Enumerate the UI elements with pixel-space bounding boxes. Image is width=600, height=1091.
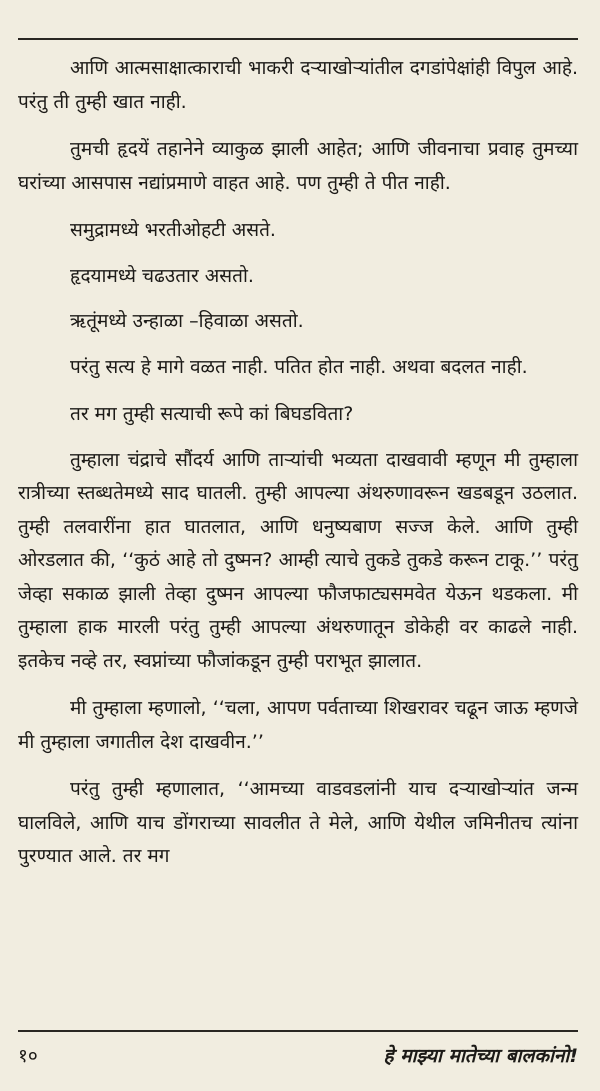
paragraph-2: तुमची हृदयें तहानेने व्याकुळ झाली आहेत; आणि जीवनाचा प्रवाह तुमच्या घरांच्या आसपास नद्यांप्रमाणे वाहत आहे. पण तुम्ही ते पीत नाही. (18, 138, 578, 194)
paragraph-4: हृदयामध्ये चढउतार असतो. (70, 264, 254, 287)
paragraph-1: आणि आत्मसाक्षात्काराची भाकरी दऱ्याखोऱ्यांतील दगडांपेक्षांही विपुल आहे. परंतु ती तुम्ही खात नाही. (18, 57, 578, 113)
bottom-rule (18, 1030, 578, 1032)
paragraph-6: परंतु सत्य हे मागे वळत नाही. पतित होत नाही. अथवा बदलत नाही. (70, 355, 528, 378)
page-footer (18, 1041, 578, 1071)
paragraph-8: तुम्हाला चंद्राचे सौंदर्य आणि ताऱ्यांची भव्यता दाखवावी म्हणून मी तुम्हाला रात्रीच्या स्तब्धतेमध्ये साद घातली. तुम्ही आपल्या अंथरुणावरून खडबडून उठलात. तुम्ही तलवारींना हात घातलात, आणि धनुष्यबाण सज्ज केले. आणि तुम्ही ओरडलात की, ‘‘कुठं आहे तो दुष्मन? आम्ही त्याचे तुकडे तुकडे करून टाकू.’’ परंतु जेव्हा सकाळ झाली तेव्हा दुष्मन आपल्या फौजफाट्यसमवेत येऊन थडकला. मी तुम्हाला हाक मारली परंतु तुम्ही आपल्या अंथरुणातून डोकेही वर काढले नाही. इतकेच नव्हे तर, स्वप्नांच्या फौजांकडून तुम्ही पराभूत झालात. (18, 448, 578, 672)
paragraph-7: तर मग तुम्ही सत्याची रूपे कां बिघडविता? (70, 403, 354, 425)
page-number: १० (18, 1045, 38, 1067)
top-rule (18, 38, 578, 40)
paragraph-10: परंतु तुम्ही म्हणालात, ‘‘आमच्या वाडवडलांनी याच दऱ्याखोऱ्यांत जन्म घालविले, आणि याच डोंगराच्या सावलीत ते मेले, आणि येथील जमिनीतच त्यांना पुरण्यात आले. तर मग (18, 778, 578, 867)
paragraph-5: ऋतूंमध्ये उन्हाळा –हिवाळा असतो. (70, 310, 304, 332)
running-title: हे माझ्या मातेच्या बालकांनो! (383, 1045, 578, 1067)
paragraph-9: मी तुम्हाला म्हणालो, ‘‘चला, आपण पर्वताच्या शिखरावर चढून जाऊ म्हणजे मी तुम्हाला जगातील देश दाखवीन.’’ (18, 697, 578, 753)
paragraph-3: समुद्रामध्ये भरतीओहटी असते. (70, 219, 276, 241)
body-text (18, 52, 578, 888)
